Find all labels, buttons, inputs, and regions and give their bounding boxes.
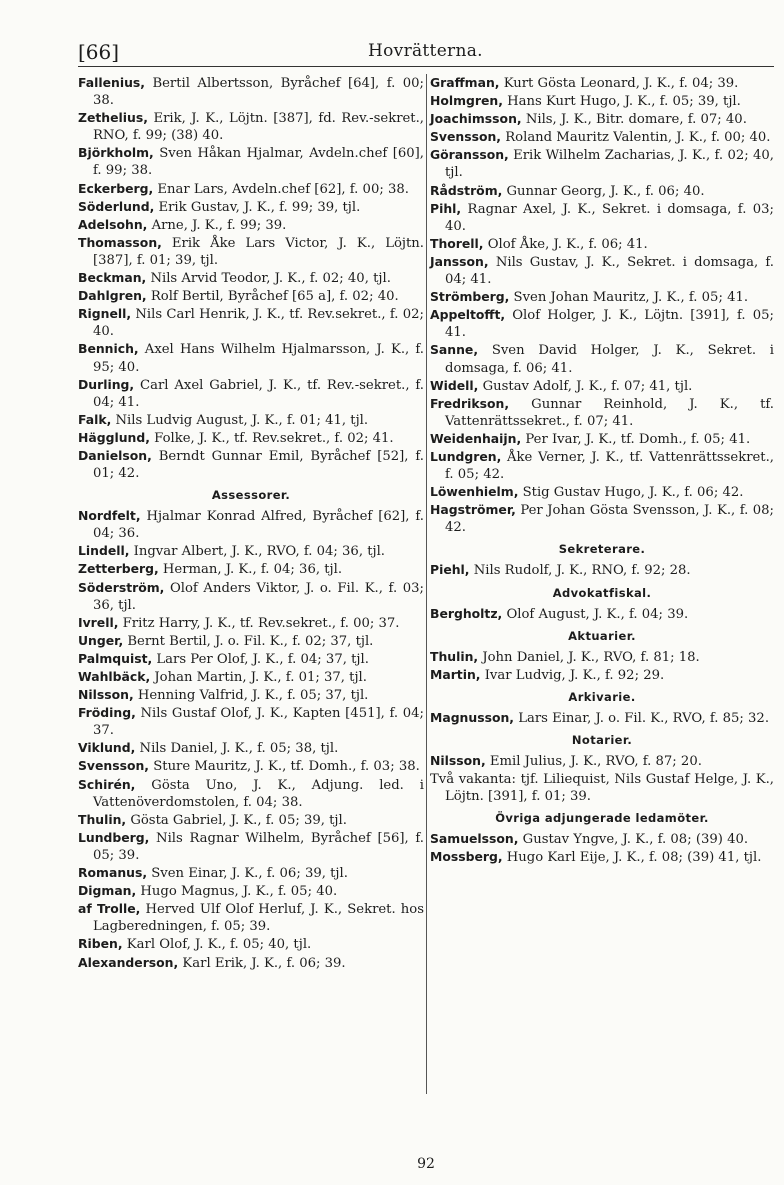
section-heading: Sekreterare. bbox=[558, 542, 646, 557]
entry-details: Berndt Gunnar Emil, Byråchef [52], f. 01; 42. bbox=[93, 448, 424, 482]
entry-details: Hugo Magnus, J. K., f. 05; 40. bbox=[140, 884, 338, 900]
entry-details: Ivar Ludvig, J. K., f. 92; 29. bbox=[484, 667, 665, 683]
register-entry bbox=[430, 110, 774, 128]
entry-details: Åke Verner, J. K., tf. Vattenrättssekret., f. 05; 42. bbox=[445, 449, 774, 483]
page-title: Hovrätterna. bbox=[368, 41, 483, 61]
section-heading: Advokatfiskal. bbox=[552, 585, 652, 600]
entry-details: Lars Per Olof, J. K., f. 04; 37, tjl. bbox=[156, 651, 369, 667]
entry-details: Sven Håkan Hjalmar, Avdeln.chef [60], f. 99; 38. bbox=[93, 146, 424, 179]
register-entry bbox=[430, 666, 774, 684]
entry-surname: Svensson, bbox=[430, 129, 502, 145]
entry-surname: Ivrell, bbox=[78, 614, 119, 630]
entry-details: Sven Johan Mauritz, J. K., f. 05; 41. bbox=[513, 290, 749, 306]
entry-details: Lars Einar, J. o. Fil. K., RVO, f. 85; 32. bbox=[518, 710, 770, 726]
register-entry bbox=[430, 709, 774, 727]
entry-details: Nils Gustaf Olof, J. K., Kapten [451], f. 04; 37. bbox=[93, 706, 424, 739]
entry-surname: Palmquist, bbox=[78, 650, 153, 666]
entry-surname: Romanus, bbox=[78, 865, 148, 881]
register-entry bbox=[78, 287, 424, 305]
register-entry bbox=[78, 900, 424, 935]
entry-surname: Löwenhielm, bbox=[430, 484, 519, 500]
entry-details: Sven Einar, J. K., f. 06; 39, tjl. bbox=[151, 866, 348, 882]
entry-surname: Jansson, bbox=[430, 253, 489, 269]
register-entry bbox=[430, 830, 774, 848]
entry-surname: Durling, bbox=[78, 376, 135, 392]
entry-surname: Sanne, bbox=[430, 342, 479, 358]
register-entry bbox=[78, 579, 424, 614]
entry-details: Johan Martin, J. K., f. 01; 37, tjl. bbox=[154, 670, 367, 685]
entry-details: Kurt Gösta Leonard, J. K., f. 04; 39. bbox=[503, 76, 739, 91]
register-entry bbox=[430, 306, 774, 341]
entry-details: Arne, J. K., f. 99; 39. bbox=[151, 217, 287, 233]
page-number: 92 bbox=[417, 1156, 435, 1172]
register-entry bbox=[430, 253, 774, 288]
register-entry bbox=[78, 954, 424, 972]
entry-details: Karl Erik, J. K., f. 06; 39. bbox=[182, 955, 346, 971]
entry-details: Gunnar Georg, J. K., f. 06; 40. bbox=[506, 183, 705, 199]
register-entry bbox=[78, 411, 424, 429]
register-entry bbox=[78, 180, 424, 198]
entry-surname: Digman, bbox=[78, 883, 137, 899]
entry-surname: Piehl, bbox=[430, 562, 470, 578]
entry-details: Enar Lars, Avdeln.chef [62], f. 00; 38. bbox=[157, 181, 409, 197]
entry-details: Gustav Adolf, J. K., f. 07; 41, tjl. bbox=[482, 378, 693, 394]
register-entry bbox=[78, 668, 424, 686]
register-entry bbox=[78, 739, 424, 757]
entry-surname: Unger, bbox=[78, 632, 124, 648]
entry-surname: Zetterberg, bbox=[78, 561, 159, 577]
entry-surname: Falk, bbox=[78, 411, 112, 427]
entry-details: Karl Olof, J. K., f. 05; 40, tjl. bbox=[126, 937, 312, 953]
entry-surname: Samuelsson, bbox=[430, 831, 519, 847]
entry-surname: Mossberg, bbox=[430, 849, 503, 865]
entry-details: Erik, J. K., Löjtn. [387], fd. Rev.-sekret., RNO, f. 99; (38) 40. bbox=[93, 111, 424, 144]
register-entry bbox=[430, 146, 774, 181]
entry-surname: Thulin, bbox=[430, 648, 479, 664]
entry-surname: Hägglund, bbox=[78, 429, 150, 445]
register-entry bbox=[78, 650, 424, 668]
entry-surname: Fredrikson, bbox=[430, 395, 510, 411]
entry-surname: Thomasson, bbox=[78, 234, 162, 250]
entry-surname: Riben, bbox=[78, 936, 123, 952]
entry-details: Nils Ragnar Wilhelm, Byråchef [56], f. 05; 39. bbox=[93, 830, 424, 863]
entry-surname: Graffman, bbox=[430, 75, 500, 90]
entry-details: Rolf Bertil, Byråchef [65 a], f. 02; 40. bbox=[150, 289, 399, 305]
register-entry bbox=[430, 200, 774, 235]
entry-surname: Rådström, bbox=[430, 182, 503, 198]
entry-surname: Pihl, bbox=[430, 200, 462, 216]
entry-details: Roland Mauritz Valentin, J. K., f. 00; 40. bbox=[505, 130, 771, 146]
entry-details: Fritz Harry, J. K., tf. Rev.sekret., f. 00; 37. bbox=[122, 615, 400, 631]
entry-surname: Beckman, bbox=[78, 270, 147, 286]
entry-surname: Bergholtz, bbox=[430, 605, 503, 621]
entry-details: Sture Mauritz, J. K., tf. Domh., f. 03; 38. bbox=[153, 759, 420, 775]
register-entry bbox=[430, 770, 774, 805]
entry-surname: Nordfelt, bbox=[78, 508, 141, 524]
page-header bbox=[78, 38, 774, 68]
entry-details: Olof Holger, J. K., Löjtn. [391], f. 05; 41. bbox=[445, 308, 774, 341]
entry-surname: Thulin, bbox=[78, 811, 127, 827]
register-entry bbox=[78, 447, 424, 482]
entry-surname: Schirén, bbox=[78, 776, 136, 792]
register-entry bbox=[430, 341, 774, 376]
entry-surname: Rignell, bbox=[78, 306, 132, 322]
entry-surname: Zethelius, bbox=[78, 110, 148, 126]
entry-details: Sven David Holger, J. K., Sekret. i domsaga, f. 06; 41. bbox=[445, 343, 774, 376]
section-heading: Aktuarier. bbox=[568, 628, 636, 643]
register-entry bbox=[78, 882, 424, 900]
register-entry bbox=[78, 234, 424, 269]
register-entry bbox=[78, 811, 424, 829]
register-entry bbox=[430, 648, 774, 666]
entry-details: Gustav Yngve, J. K., f. 08; (39) 40. bbox=[522, 832, 749, 848]
entry-surname: af Trolle, bbox=[78, 901, 141, 917]
register-entry bbox=[430, 448, 774, 483]
register-entry bbox=[78, 829, 424, 864]
register-entry bbox=[430, 430, 774, 448]
register-entry bbox=[78, 429, 424, 447]
register-entry bbox=[430, 235, 774, 253]
entry-details: Hugo Karl Eije, J. K., f. 08; (39) 41, tjl. bbox=[506, 850, 762, 866]
register-entry bbox=[78, 686, 424, 704]
entry-details: Hjalmar Konrad Alfred, Byråchef [62], f. 04; 36. bbox=[93, 509, 424, 542]
entry-details: Gunnar Reinhold, J. K., tf. Vattenrättssekret., f. 07; 41. bbox=[445, 396, 774, 429]
entry-details: Axel Hans Wilhelm Hjalmarsson, J. K., f. 95; 40. bbox=[93, 342, 424, 375]
entry-surname: Hagströmer, bbox=[430, 502, 516, 518]
entry-details: Per Johan Gösta Svensson, J. K., f. 08; 42. bbox=[445, 503, 774, 536]
entry-details: Erik Åke Lars Victor, J. K., Löjtn. [387], f. 01; 39, tjl. bbox=[93, 235, 424, 268]
register-entry bbox=[430, 501, 774, 536]
entry-details: Herman, J. K., f. 04; 36, tjl. bbox=[162, 562, 343, 578]
entry-surname: Fallenius, bbox=[78, 75, 145, 90]
column-divider bbox=[426, 74, 427, 1094]
section-heading: Assessorer. bbox=[211, 488, 291, 503]
entry-details: Gösta Gabriel, J. K., f. 05; 39, tjl. bbox=[130, 812, 347, 828]
entry-surname: Dahlgren, bbox=[78, 288, 147, 304]
entry-surname: Göransson, bbox=[430, 147, 509, 163]
entry-details: Nils, J. K., Bitr. domare, f. 07; 40. bbox=[525, 112, 747, 128]
entry-details: Nils Rudolf, J. K., RNO, f. 92; 28. bbox=[473, 563, 691, 579]
left-column bbox=[78, 74, 424, 972]
register-entry bbox=[78, 560, 424, 578]
entry-surname: Strömberg, bbox=[430, 289, 510, 305]
entry-surname: Weidenhaijn, bbox=[430, 430, 522, 446]
entry-surname: Thorell, bbox=[430, 235, 484, 251]
entry-details: Nils Arvid Teodor, J. K., f. 02; 40, tjl. bbox=[150, 271, 391, 287]
entry-surname: Söderström, bbox=[78, 579, 165, 595]
entry-details: Stig Gustav Hugo, J. K., f. 06; 42. bbox=[522, 485, 744, 501]
entry-surname: Svensson, bbox=[78, 758, 150, 774]
entry-details: Bertil Albertsson, Byråchef [64], f. 00; 38. bbox=[93, 76, 424, 109]
entry-details: Ingvar Albert, J. K., RVO, f. 04; 36, tjl. bbox=[133, 544, 386, 560]
register-entry bbox=[78, 269, 424, 287]
entry-surname: Viklund, bbox=[78, 740, 136, 756]
register-entry bbox=[78, 109, 424, 144]
entry-details: Emil Julius, J. K., RVO, f. 87; 20. bbox=[489, 753, 702, 769]
entry-surname: Lundgren, bbox=[430, 448, 502, 464]
register-entry bbox=[78, 216, 424, 234]
entry-details: Herved Ulf Olof Herluf, J. K., Sekret. hos Lagberedningen, f. 05; 39. bbox=[93, 902, 424, 935]
register-entry bbox=[78, 74, 424, 109]
section-heading: Notarier. bbox=[571, 732, 633, 747]
entry-details: Carl Axel Gabriel, J. K., tf. Rev.-sekret., f. 04; 41. bbox=[93, 377, 424, 410]
entry-surname: Holmgren, bbox=[430, 93, 503, 109]
register-entry bbox=[78, 144, 424, 179]
entry-details: Olof August, J. K., f. 04; 39. bbox=[506, 606, 689, 622]
register-entry bbox=[78, 198, 424, 216]
entry-details: Två vakanta: tjf. Liliequist, Nils Gustaf Helge, J. K., Löjtn. [391], f. 01; 39. bbox=[430, 772, 774, 805]
columns bbox=[78, 74, 774, 1114]
entry-surname: Joachimsson, bbox=[430, 111, 522, 127]
register-entry bbox=[430, 395, 774, 430]
entry-details: Gösta Uno, J. K., Adjung. led. i Vattenöverdomstolen, f. 04; 38. bbox=[93, 777, 424, 810]
section-heading: Arkivarie. bbox=[568, 689, 636, 704]
register-entry bbox=[78, 305, 424, 340]
entry-surname: Eckerberg, bbox=[78, 180, 154, 196]
entry-surname: Magnusson, bbox=[430, 709, 514, 725]
entry-details: Hans Kurt Hugo, J. K., f. 05; 39, tjl. bbox=[507, 94, 741, 110]
register-entry bbox=[430, 605, 774, 623]
register-entry bbox=[430, 483, 774, 501]
register-entry bbox=[430, 182, 774, 200]
entry-details: Olof Anders Viktor, J. o. Fil. K., f. 03; 36, tjl. bbox=[93, 580, 424, 613]
entry-surname: Adelsohn, bbox=[78, 216, 148, 232]
entry-surname: Wahlbäck, bbox=[78, 669, 151, 684]
entry-details: Nils Carl Henrik, J. K., tf. Rev.sekret., f. 02; 40. bbox=[93, 307, 424, 340]
entry-details: Nils Gustav, J. K., Sekret. i domsaga, f. 04; 41. bbox=[445, 254, 774, 288]
entry-surname: Lindell, bbox=[78, 543, 130, 559]
entry-details: Ragnar Axel, J. K., Sekret. i domsaga, f. 03; 40. bbox=[445, 201, 774, 234]
register-entry bbox=[78, 935, 424, 953]
entry-surname: Nilsson, bbox=[430, 752, 486, 768]
entry-surname: Widell, bbox=[430, 377, 479, 393]
entry-surname: Alexanderson, bbox=[78, 954, 179, 970]
entry-surname: Danielson, bbox=[78, 447, 152, 463]
document-page bbox=[78, 38, 774, 1178]
register-entry bbox=[430, 92, 774, 110]
entry-details: Erik Wilhelm Zacharias, J. K., f. 02; 40, tjl. bbox=[445, 148, 774, 181]
entry-details: Bernt Bertil, J. o. Fil. K., f. 02; 37, tjl. bbox=[127, 633, 374, 649]
entry-details: Olof Åke, J. K., f. 06; 41. bbox=[487, 236, 648, 252]
register-entry bbox=[430, 848, 774, 866]
register-entry bbox=[78, 340, 424, 375]
register-entry bbox=[430, 288, 774, 306]
entry-surname: Nilsson, bbox=[78, 687, 134, 703]
entry-surname: Fröding, bbox=[78, 705, 136, 721]
entry-details: Nils Daniel, J. K., f. 05; 38, tjl. bbox=[139, 741, 339, 757]
register-entry bbox=[430, 128, 774, 146]
entry-details: Folke, J. K., tf. Rev.sekret., f. 02; 41. bbox=[154, 430, 394, 446]
register-entry bbox=[78, 704, 424, 739]
entry-surname: Bennich, bbox=[78, 341, 139, 357]
entry-surname: Söderlund, bbox=[78, 198, 155, 214]
entry-details: John Daniel, J. K., RVO, f. 81; 18. bbox=[482, 649, 700, 665]
entry-surname: Martin, bbox=[430, 666, 481, 682]
section-heading: Övriga adjungerade ledamöter. bbox=[495, 811, 709, 826]
entry-details: Erik Gustav, J. K., f. 99; 39, tjl. bbox=[158, 199, 361, 215]
register-entry bbox=[430, 377, 774, 395]
right-column bbox=[430, 74, 774, 866]
entry-surname: Appeltofft, bbox=[430, 307, 506, 323]
register-entry bbox=[78, 542, 424, 560]
register-entry bbox=[430, 752, 774, 770]
register-entry bbox=[78, 507, 424, 542]
register-entry bbox=[78, 632, 424, 650]
entry-details: Per Ivar, J. K., tf. Domh., f. 05; 41. bbox=[525, 431, 751, 447]
register-entry bbox=[78, 757, 424, 775]
register-entry bbox=[78, 864, 424, 882]
page-bracket-number: [66] bbox=[78, 40, 120, 64]
register-entry bbox=[78, 776, 424, 811]
entry-details: Henning Valfrid, J. K., f. 05; 37, tjl. bbox=[137, 688, 369, 704]
register-entry bbox=[430, 74, 774, 92]
register-entry bbox=[78, 614, 424, 632]
entry-surname: Lundberg, bbox=[78, 829, 150, 845]
header-rule bbox=[78, 66, 774, 67]
register-entry bbox=[78, 376, 424, 411]
entry-details: Nils Ludvig August, J. K., f. 01; 41, tjl. bbox=[115, 412, 369, 428]
register-entry bbox=[430, 561, 774, 579]
entry-surname: Björkholm, bbox=[78, 145, 154, 161]
